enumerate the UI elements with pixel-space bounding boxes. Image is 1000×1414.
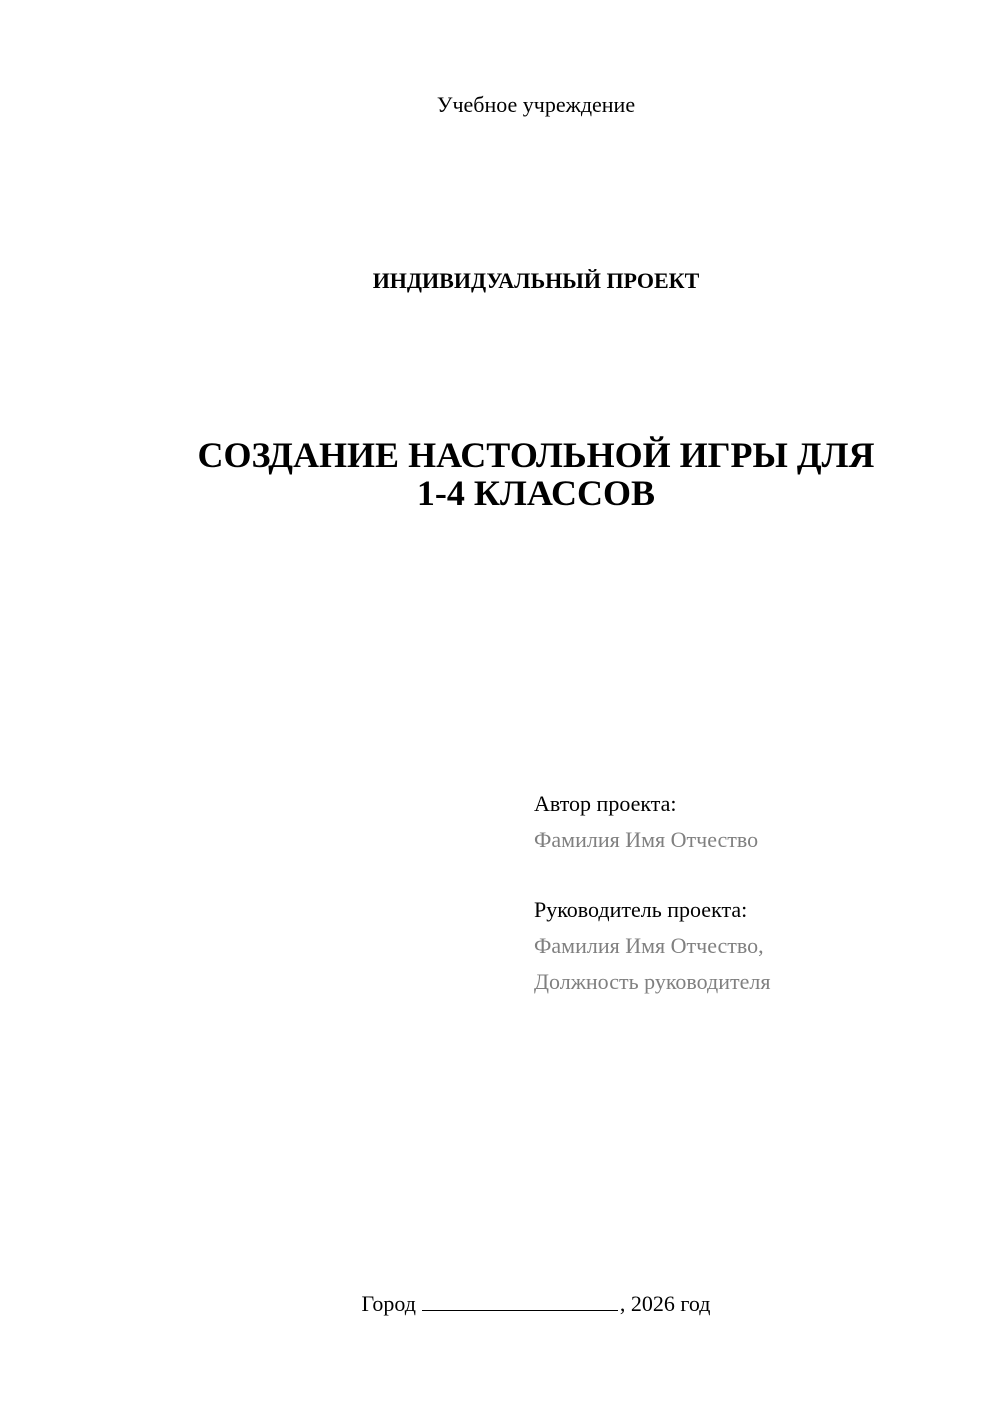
supervisor-position: Должность руководителя [534, 969, 771, 994]
project-type-heading: ИНДИВИДУАЛЬНЫЙ ПРОЕКТ [372, 268, 700, 293]
project-title-line-1: СОЗДАНИЕ НАСТОЛЬНОЙ ИГРЫ ДЛЯ [197, 435, 875, 475]
author-label: Автор проекта: [534, 791, 677, 816]
supervisor-name: Фамилия Имя Отчество, [534, 933, 764, 958]
supervisor-label: Руководитель проекта: [534, 897, 748, 922]
supervisor-block [534, 892, 974, 1000]
city-year-line [0, 1288, 1000, 1317]
project-title-line-2: 1-4 КЛАССОВ [416, 473, 656, 513]
author-name: Фамилия Имя Отчество [534, 827, 759, 852]
institution-name: Учебное учреждение [436, 92, 636, 117]
city-blank-line [422, 1288, 618, 1311]
year-text: , 2026 год [619, 1291, 711, 1316]
project-title [0, 436, 1000, 512]
city-label: Город [361, 1291, 416, 1316]
author-block [534, 786, 974, 858]
